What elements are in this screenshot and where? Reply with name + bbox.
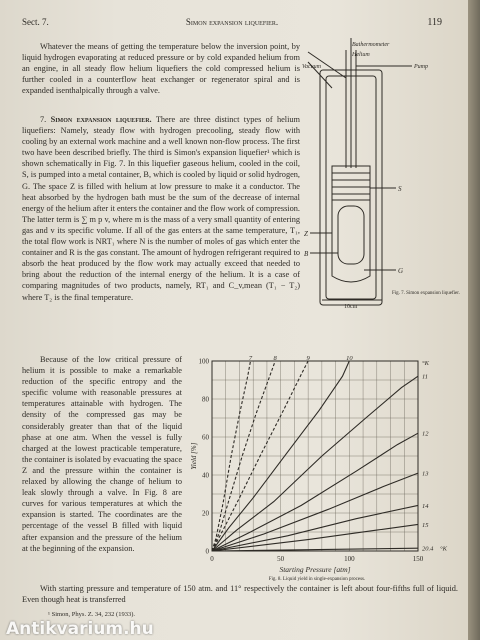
section-marker: Sect. 7. xyxy=(22,17,49,27)
series-label-11: 11 xyxy=(422,373,429,381)
section-number: 7. xyxy=(40,115,47,124)
label-s: S xyxy=(398,185,402,193)
fig8-caption: Fig. 8. Liquid yield in single-expansion process. xyxy=(268,577,366,582)
series-label-8: 8 xyxy=(273,355,277,362)
coil-s xyxy=(332,166,370,200)
series-label-15: 15 xyxy=(422,521,429,529)
label-z: Z xyxy=(304,230,308,238)
x-axis-label: Starting Pressure [atm] xyxy=(279,565,351,574)
series-label-9: 9 xyxy=(306,355,310,362)
container-b xyxy=(338,206,364,264)
y-tick-label: 80 xyxy=(202,395,209,404)
because-paragraph: Because of the low critical pressure of helium it is possible to make a remarkable reduction of the specific entropy and the specific volume with reasonable pressures at temperatures attainable with hydrogen. The density of the compressed gas may be considerably greater than that of the liquid phase at one atm. When the vessel is fully charged at the lowest practicable temperature, the container is isolated by evacuating the space Z and the pressure within the container is relaxed by allowing the change of helium to leak slowly through a valve. In Fig. 8 are curves for various temperatures at which the expansion is started. The coordinates are the percentage of the vessel B filled with liquid after expansion and the pressure of the helium at the beginning of the expansion. xyxy=(22,355,182,553)
x-tick-label: 100 xyxy=(344,555,355,563)
x-tick-label: 0 xyxy=(210,555,214,563)
x-tick-label: 50 xyxy=(277,555,285,563)
x-tick-label: 150 xyxy=(412,555,424,563)
running-title: Simon expansion liquefier. xyxy=(185,17,279,27)
label-scale: 10cm xyxy=(344,304,358,308)
running-header xyxy=(22,17,442,31)
label-g: G xyxy=(398,267,404,275)
intro-paragraph: Whatever the means of getting the temperature below the inversion point, by liquid hydrogen evaporating at reduced pressure or by cold expanded helium from an engine, in all steady flow helium liquefiers the cold compressed helium is further cooled in a counterflow heat exchanger or regenerator spiral and is expanded isenthalpically through a valve. xyxy=(22,42,300,96)
label-helium: Helium xyxy=(352,52,370,58)
series-label-14: 14 xyxy=(422,502,429,510)
series-label-20.4: 20.4 xyxy=(422,545,434,553)
series-label-7: 7 xyxy=(248,355,253,362)
fig7-caption: Fig. 7. Simon expansion liquefier. xyxy=(392,291,460,296)
label-bathermometer: Bathermometer xyxy=(352,42,390,48)
y-tick-label: 60 xyxy=(202,433,209,442)
fig8-yield-chart xyxy=(186,355,464,587)
series-line-11 xyxy=(212,376,418,551)
closing-paragraph: With starting pressure and temperature of 150 atm. and 11° respectively the container is left about four-fifths full of liquid. Even though heat is transferred xyxy=(22,584,458,605)
fig7-apparatus-drawing xyxy=(302,38,460,308)
series-label-12: 12 xyxy=(422,430,429,438)
label-vacuum: Vacuum xyxy=(302,64,321,70)
label-pump: Pump xyxy=(414,64,428,70)
page-number: 119 xyxy=(427,17,442,28)
section-body: There are three distinct types of helium liquefiers: Namely, steady flow with hydrogen precooling, steady flow with cooling by an external work machine and a well known non-flow process. The first two have been described briefly. The third is Simon's expansion liquefier¹ which is shown schematically in Fig. 7. In this liquefier gaseous helium, cooled in the coil, S, is pumped into a metal container, B, which is cooled by liquid or solid hydrogen, G. The space Z is filled with helium at low pressure to make it a conductor. The heat absorbed by the hydrogen bath must be the sum of the decrease of internal energy of the helium after it enters the container and the flow work of compression. The latter term is ∑ m p v, where m is the mass of a very small quantity of entering gas and v its specific volume. If all of the gas enters at the same temperature, T₁, the total flow work is NRT₁ where N is the number of moles of gas which enter the container and R is the gas constant. The amount of hydrogen refrigerant required to absorb the heat produced by the flow work may actually exceed that needed to bring about the reduction of the internal energy of the helium. It is a case of comparing magnitudes of two products, namely, RT₁ and C_v,mean (T₁ − T₂) where T₂ is the final temperature. xyxy=(22,115,300,302)
y-tick-label: 40 xyxy=(202,471,209,480)
book-edge xyxy=(468,0,480,640)
temperature-unit-bottom: °K xyxy=(440,545,447,553)
y-axis-label: Yield [%] xyxy=(190,442,198,470)
watermark-logo: Antikvarium.hu xyxy=(6,619,154,639)
y-tick-label: 0 xyxy=(205,547,209,556)
footnote: ¹ Simon, Phys. Z. 34, 232 (1933). xyxy=(48,611,135,618)
section-7-paragraph xyxy=(22,114,300,303)
section-title: Simon expansion liquefier. xyxy=(50,115,152,124)
y-tick-label: 20 xyxy=(202,509,209,518)
series-label-13: 13 xyxy=(422,470,429,478)
label-b: B xyxy=(304,250,309,258)
y-tick-label: 100 xyxy=(198,357,209,366)
temperature-unit-top: °K xyxy=(422,360,429,367)
series-label-10: 10 xyxy=(346,355,353,362)
